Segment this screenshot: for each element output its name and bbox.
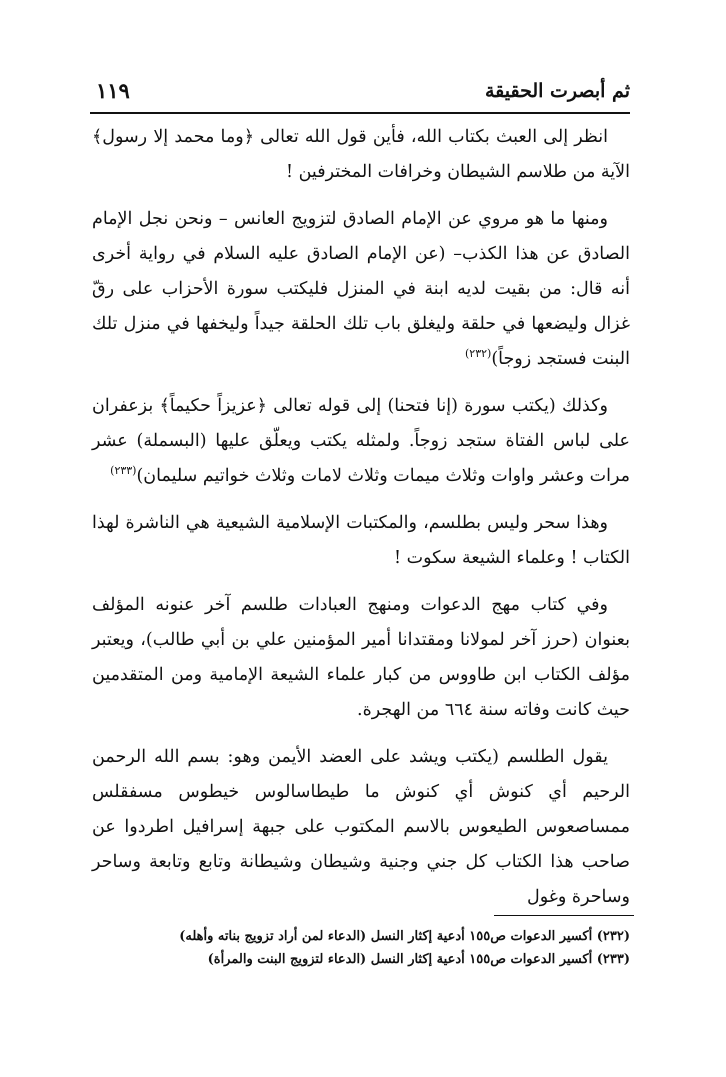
paragraph-2: ومنها ما هو مروي عن الإمام الصادق لتزويج العانس – ونحن نجل الإمام الصادق عن هذا الكذب– (عن الإمام الصادق عليه السلام في رواية أخرى أنه قال: من بقيت لديه ابنة في المنزل فليكتب سورة الأحزاب على رقّ غزال وليضعها في حلقة وليغلق باب تلك الحلقة جيداً وليخفها في منزل تلك البنت فستجد زوجاً)$^{(٢٣٢)}$ [92,209,630,369]
running-title: ثم أبصرت الحقيقة [484,80,630,102]
footnote-ref-233[interactable]: (٢٣٣) [110,464,137,478]
footnote-233: (٢٣٣) أكسير الدعوات ص١٥٥ أدعية إكثار النسل (الدعاء لتزويج البنت والمرأة) [207,952,630,967]
footnote-ref-232[interactable]: (٢٣٢) [464,347,492,361]
page-header [90,72,630,114]
paragraph-3: وكذلك (يكتب سورة (إنا فتحنا) إلى قوله تعالى ﴿عزيزاً حكيماً﴾ بزعفران على لباس الفتاة ستجد زوجاً. ولمثله يكتب ويعلّق عليها (البسملة) عشر مرات وعشر واوات وثلاث ميمات وثلاث لامات وثلاث خواتيم سليمان)$^{(٢٣٣)}$ [92,396,630,486]
footnote-divider [494,915,634,916]
page-number: ١١٩ [96,78,130,103]
footnote-232: (٢٣٢) أكسير الدعوات ص١٥٥ أدعية إكثار النسل (الدعاء لمن أراد تزويج بناته وأهله) [179,929,630,944]
paragraph-1: انظر إلى العبث بكتاب الله، فأين قول الله تعالى ﴿وما محمد إلا رسول﴾ الآية من طلاسم الشيطان وخرافات المخترفين ! [92,127,630,182]
paragraph-4: وهذا سحر وليس بطلسم، والمكتبات الإسلامية الشيعية هي الناشرة لهذا الكتاب ! وعلماء الشيعة سكوت ! [92,513,630,568]
footnotes [92,925,630,971]
paragraph-5: وفي كتاب مهج الدعوات ومنهج العبادات طلسم آخر عنونه المؤلف بعنوان (حرز آخر لمولانا ومقتدانا أمير المؤمنين علي بن أبي طالب)، ويعتبر مؤلف الكتاب ابن طاووس من كبار علماء الشيعة الإمامية ومن المتقدمين حيث كانت وفاته سنة ٦٦٤ من الهجرة. [92,595,630,720]
paragraph-6: يقول الطلسم (يكتب ويشد على العضد الأيمن وهو: بسم الله الرحمن الرحيم أي كنوش أي كنوش ما طيطاسالوس خيطوس مسفقلس ممساصعوس الطيعوس بالاسم المكتوب على جبهة إسرافيل اطردوا عن صاحب هذا الكتاب كل جني وجنية وشيطان وشيطانة وتابع وتابعة وساحر وساحرة وغول [92,747,630,907]
body-text [92,120,630,927]
